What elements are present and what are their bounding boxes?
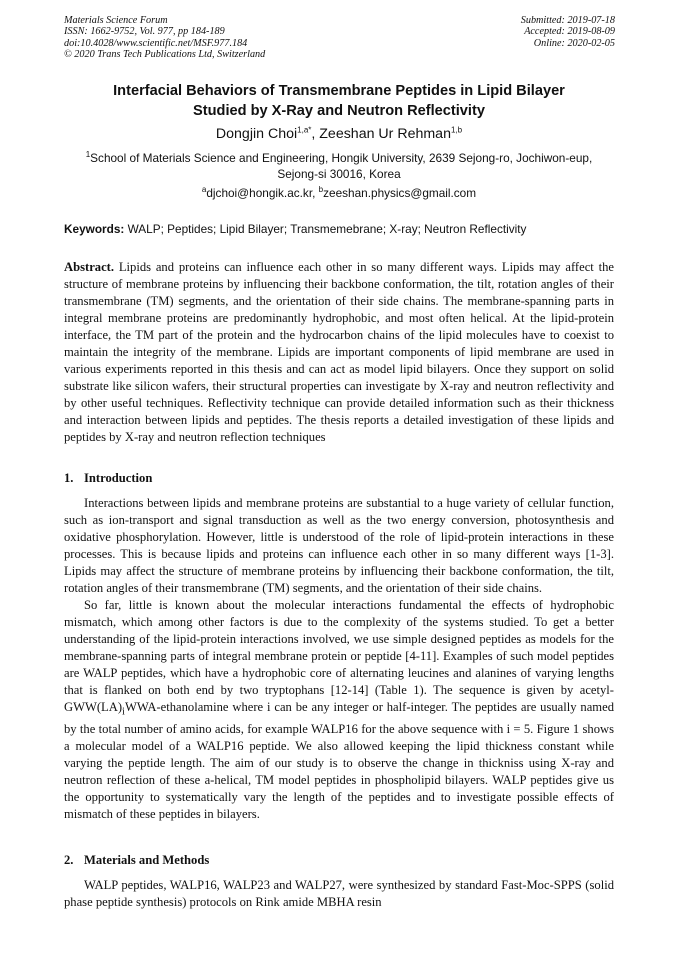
author-list <box>40 126 638 142</box>
abstract <box>64 259 614 446</box>
email-b: zeeshan.physics@gmail.com <box>323 186 477 200</box>
author-2: Zeeshan Ur Rehman <box>319 126 451 142</box>
author-emails <box>64 186 614 200</box>
keywords-label: Keywords: <box>64 222 125 236</box>
paragraph <box>64 597 614 823</box>
abstract-text: Lipids and proteins can influence each other in so many different ways. Lipids may affect the structure of membrane proteins by influencing their backbone conformation, the tilt, rotation angles of their transmembrane (TM) segments, and the orientation of their side chains. The membrane-spanning parts in integral membrane proteins are predominantly hydrophobic, and most often helical. At the lipid-protein interface, the TM part of the protein and the hydrocarbon chains of the lipid molecules have to coexist to maintain the integrity of the membrane. Lipids are important components of lipid membrane are used in various experiments reported in this thesis and can act as model lipid bilayers. Once they support on solid substrate like silicon wafers, their structural properties can investigate by X-ray and neutron reflectivity and by other useful techniques. Reflectivity technique can provide detailed information such as their thickness and interaction between lipids and peptides. The thesis reports a detailed investigation of these lipids and peptides by X-ray and neutron reflection techniques <box>64 260 614 444</box>
keywords <box>64 222 624 236</box>
section-number: 1. <box>64 471 74 485</box>
submitted-date: Submitted: 2019-07-18 <box>520 15 615 26</box>
paragraph: WALP peptides, WALP16, WALP23 and WALP27, were synthesized by standard Fast-Moc-SPPS (solid phase peptide synthesis) protocols on Rink amide MBHA resin <box>64 878 614 909</box>
journal-name: Materials Science Forum <box>64 15 168 26</box>
section-title: Introduction <box>84 471 153 485</box>
author-separator: , <box>311 126 320 142</box>
keywords-text: WALP; Peptides; Lipid Bilayer; Transmemebrane; X-ray; Neutron Reflectivity <box>124 222 527 236</box>
section-heading-introduction <box>64 471 152 486</box>
accepted-date: Accepted: 2019-08-09 <box>524 26 615 38</box>
section-number: 2. <box>64 853 74 867</box>
subscript: i <box>122 706 125 718</box>
email-a: djchoi@hongik.ac.kr, <box>206 186 319 200</box>
author-1-affil: 1,a* <box>297 125 312 135</box>
paragraph-text: So far, little is known about the molecular interactions fundamental the effects of hydrophobic mismatch, which among other factors is due to the complexity of the systems studied. To get a better understanding of the lipid-protein interactions involved, we use simple designed peptides as models for the membrane-spanning parts of integral membrane protein or peptide [4-11]. Examples of such model peptides are WALP peptides, which have a hydrophobic core of alternating leucines and alanines of varying lengths that is flanked on both end by two tryptophans [12-14] (Table 1). The sequence is given by acetyl-GWW(LA) <box>64 598 614 714</box>
journal-issn: ISSN: 1662-9752, Vol. 977, pp 184-189 <box>64 26 225 38</box>
journal-copyright: © 2020 Trans Tech Publications Ltd, Switzerland <box>64 49 266 61</box>
section-heading-methods <box>64 853 209 868</box>
email-mark-b: b <box>318 185 324 195</box>
affiliation-text: School of Materials Science and Engineering, Hongik University, 2639 Sejong-ro, Jochiwon-eup, Sejong-si 30016, Korea <box>90 151 593 181</box>
paper-title <box>40 81 638 121</box>
title-line-2: Studied by X-Ray and Neutron Reflectivity <box>193 103 485 119</box>
submission-dates <box>521 15 615 49</box>
affiliation <box>64 150 614 182</box>
journal-doi: doi:10.4028/www.scientific.net/MSF.977.184 <box>64 37 248 49</box>
title-line-1: Interfacial Behaviors of Transmembrane Peptides in Lipid Bilayer <box>113 83 565 99</box>
online-date: Online: 2020-02-05 <box>533 37 615 49</box>
paragraph: Interactions between lipids and membrane proteins are substantial to a huge variety of cellular function, such as ion-transport and signal transduction as well as the two energy conversion, photosynthesis and oxidative phosphorylation. However, little is understood of the role of lipid-protein interactions in these processes. This is because lipids and proteins can influence each other in so many different ways [1-3]. Lipids may affect the structure of membrane proteins by influencing their backbone conformation, the tilt, rotation angles of their transmembrane (TM) segments, and the orientation of their side chains. <box>64 496 614 595</box>
email-mark-a: a <box>201 185 207 195</box>
abstract-label: Abstract. <box>64 260 115 274</box>
section-title: Materials and Methods <box>84 853 210 867</box>
paragraph-text: WWA-ethanolamine where i can be any integer or half-integer. The peptides are usually named by the total number of amino acids, for example WALP16 for the above sequence with i = 5. Figure 1 shows a molecular model of a WALP16 peptide. We also allowed keeping the lipid thickness constant while varying the peptide length. The aim of our study is to observe the change in thickniss using X-ray and neutron reflection of these a-helical, TM model peptides in phospholipid bilayers. WALP peptides give us the opportunity to systematically vary the length of the peptides and to investigate possible effects of mismatch of these peptides in bilayers. <box>64 700 614 821</box>
author-2-affil: 1,b <box>450 125 463 135</box>
methods-body <box>64 877 614 911</box>
journal-info <box>64 15 265 61</box>
introduction-body <box>64 495 614 823</box>
affiliation-mark: 1 <box>85 150 91 160</box>
author-1: Dongjin Choi <box>215 126 298 142</box>
